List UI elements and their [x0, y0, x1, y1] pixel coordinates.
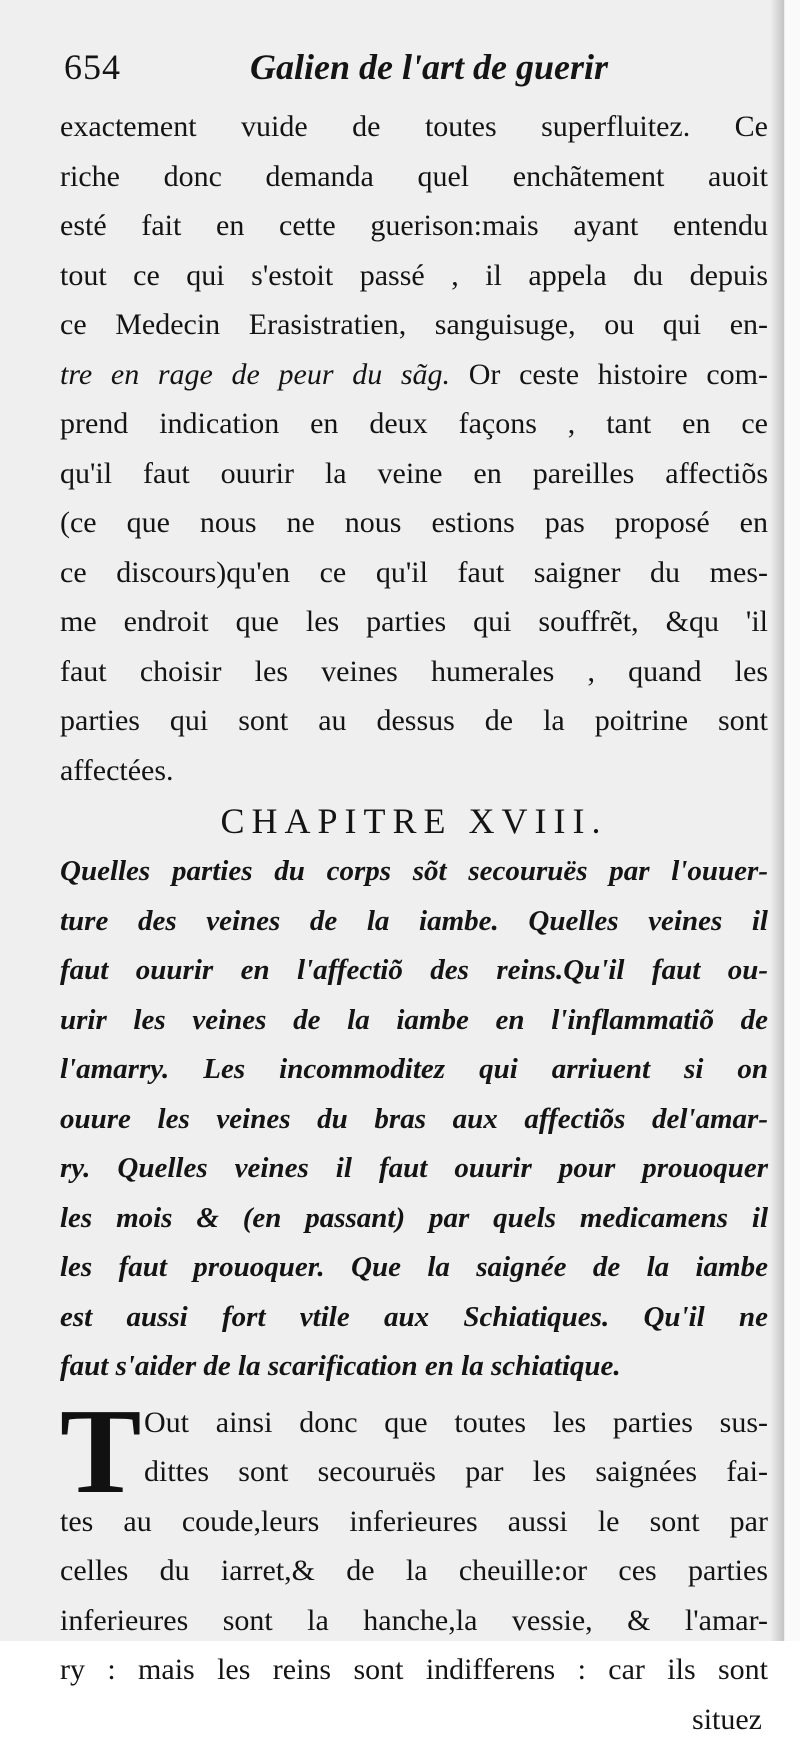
summary-line: l'amarry. Les incommoditez qui arriuent si on	[60, 1045, 768, 1095]
body-paragraph-2	[60, 1398, 768, 1744]
body-line: parties qui sont au dessus de la poitrine sont	[60, 696, 768, 746]
drop-cap: T	[60, 1402, 141, 1506]
body-line: me endroit que les parties qui souffrẽt, &qu 'il	[60, 597, 768, 647]
body-line: inferieures sont la hanche,la vessie, & l'amar-	[60, 1596, 768, 1646]
summary-line: Quelles parties du corps sõt secouruës par l'ouuer-	[60, 847, 768, 897]
summary-line: les mois & (en passant) par quels medicamens il	[60, 1194, 768, 1244]
body-line: exactement vuide de toutes superfluitez. Ce	[60, 102, 768, 152]
summary-line: est aussi fort vtile aux Schiatiques. Qu'il ne	[60, 1293, 768, 1343]
summary-line: ouure les veines du bras aux affectiõs del'amar-	[60, 1095, 768, 1145]
summary-line: faut s'aider de la scarification en la schiatique.	[60, 1342, 768, 1392]
body-line: prend indication en deux façons , tant en ce	[60, 399, 768, 449]
body-line: ce Medecin Erasistratien, sanguisuge, ou qui en-	[60, 300, 768, 350]
summary-line: ture des veines de la iambe. Quelles veines il	[60, 897, 768, 947]
page-header	[60, 38, 768, 102]
chapter-summary	[60, 847, 768, 1392]
summary-line: urir les veines de la iambe en l'inflammatiõ de	[60, 996, 768, 1046]
running-title: Galien de l'art de guerir	[250, 46, 608, 88]
roman-phrase: Or ceste histoire com-	[469, 358, 768, 391]
catchword-row	[60, 1695, 768, 1744]
body-line: tes au coude,leurs inferieures aussi le sont par	[60, 1497, 768, 1547]
body-line: celles du iarret,& de la cheuille:or ces parties	[60, 1546, 768, 1596]
page-number: 654	[64, 46, 121, 88]
catchword: situez	[692, 1695, 762, 1744]
summary-line: les faut prouoquer. Que la saignée de la iambe	[60, 1243, 768, 1293]
page-margin-edge	[785, 0, 800, 1641]
body-paragraph-1	[60, 102, 768, 795]
body-line: esté fait en cette guerison:mais ayant entendu	[60, 201, 768, 251]
body-line-mixed	[60, 350, 768, 400]
body-line: tout ce qui s'estoit passé , il appela du depuis	[60, 251, 768, 301]
page-edge-shadow	[770, 0, 784, 1641]
body-line: ce discours)qu'en ce qu'il faut saigner du mes-	[60, 548, 768, 598]
body-line: qu'il faut ouurir la veine en pareilles affectiõs	[60, 449, 768, 499]
body-line: riche donc demanda quel enchãtement auoit	[60, 152, 768, 202]
body-line: Out ainsi donc que toutes les parties sus-	[60, 1398, 768, 1448]
summary-line: ry. Quelles veines il faut ouurir pour prouoquer	[60, 1144, 768, 1194]
body-line: dittes sont secouruës par les saignées fai-	[60, 1447, 768, 1497]
body-line: affectées.	[60, 746, 768, 796]
summary-line: faut ouurir en l'affectiõ des reins.Qu'il faut ou-	[60, 946, 768, 996]
chapter-heading: CHAPITRE XVIII.	[60, 795, 768, 847]
body-line: ry : mais les reins sont indifferens : car ils sont	[60, 1645, 768, 1695]
body-line: faut choisir les veines humerales , quand les	[60, 647, 768, 697]
body-line: (ce que nous ne nous estions pas proposé en	[60, 498, 768, 548]
page-text	[60, 38, 768, 1744]
italic-phrase: tre en rage de peur du sãg.	[60, 358, 450, 391]
